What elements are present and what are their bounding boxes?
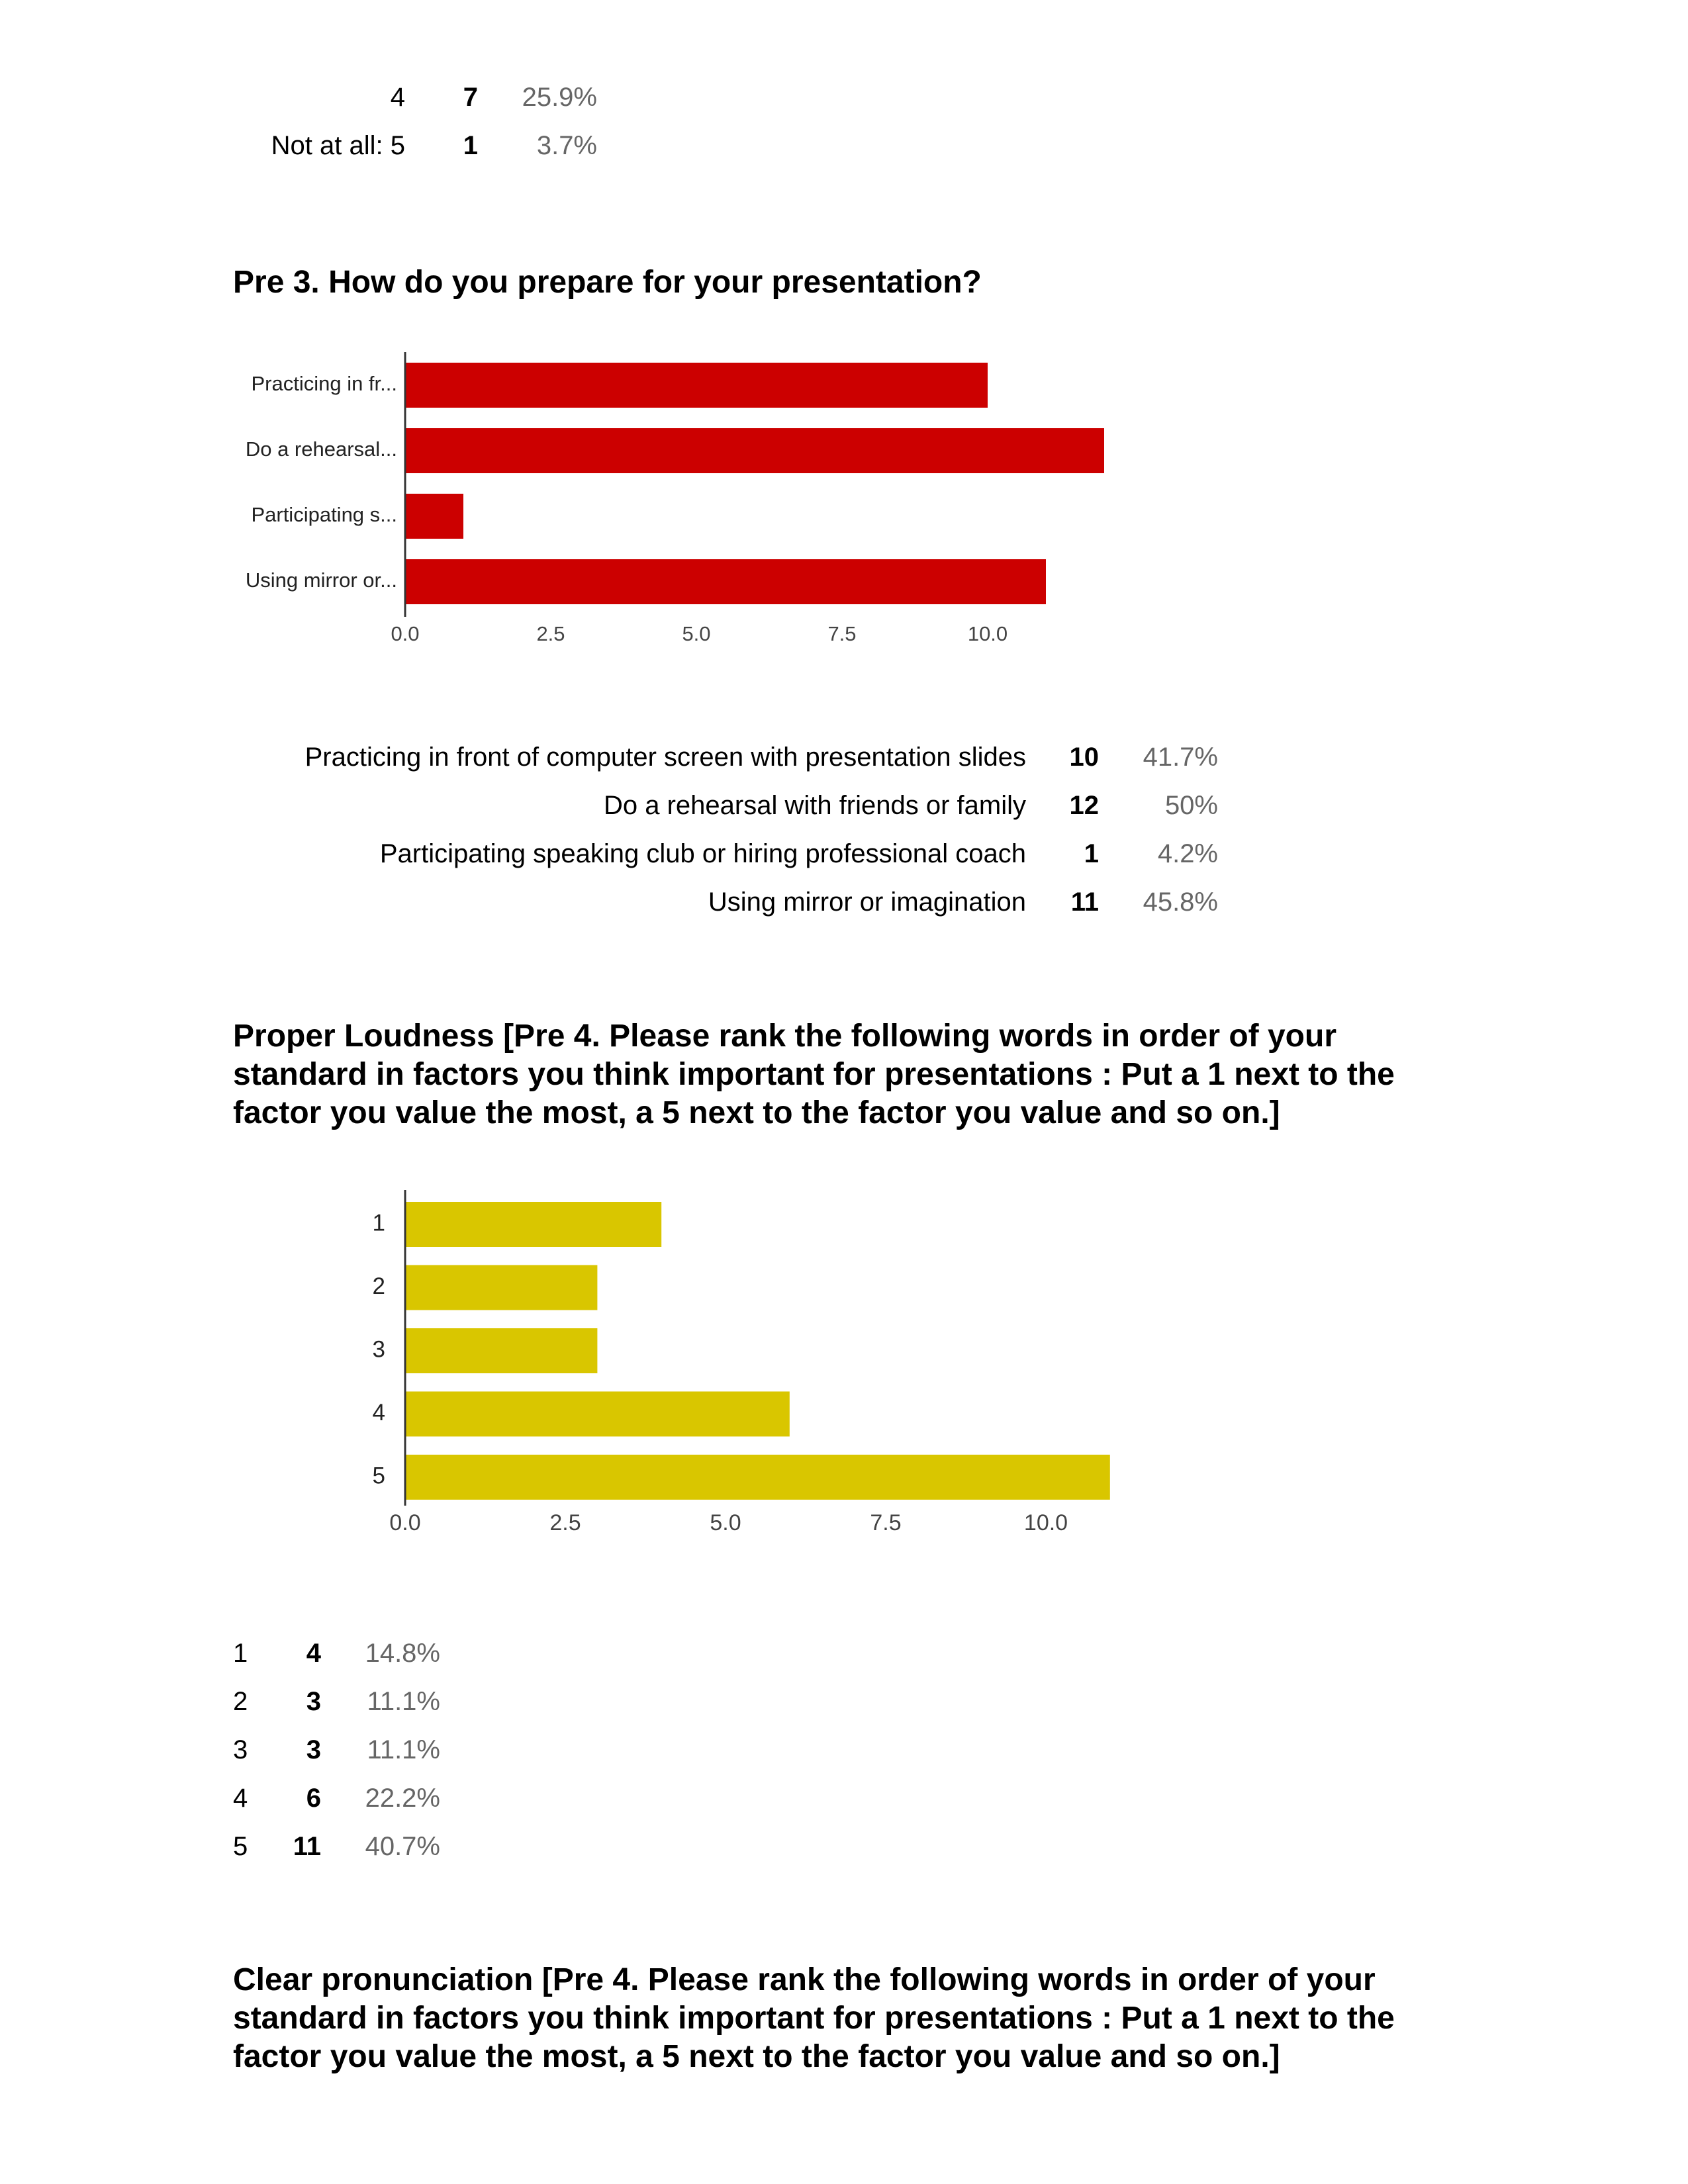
loudness-summary-label-2: 2 (233, 1687, 248, 1716)
loudness-summary-count-1: 4 (306, 1639, 321, 1668)
loudness-summary-label-5: 5 (233, 1832, 248, 1861)
pre3-summary-count-2: 12 (1069, 791, 1099, 820)
pre3-summary-label-4: Using mirror or imagination (708, 887, 1026, 917)
pre3-bar-chart (199, 344, 1192, 655)
pre3-summary-percent-3: 4.2% (1157, 839, 1218, 868)
chart2-category-label-4: 4 (372, 1399, 385, 1426)
chart2-x-tick-label-1: 0.0 (389, 1510, 421, 1535)
loudness-summary-percent-3: 11.1% (367, 1735, 440, 1764)
chart2-bar-1 (405, 1202, 661, 1247)
chart2-x-tick-label-3: 5.0 (710, 1510, 741, 1535)
pre3-summary-percent-4: 45.8% (1143, 887, 1218, 917)
loudness-summary-count-5: 11 (293, 1832, 321, 1861)
chart2-category-label-1: 1 (372, 1210, 385, 1236)
chart1-bar-4 (405, 559, 1046, 604)
pronunciation-heading-line-3: factor you value the most, a 5 next to the factor you value and so on.] (233, 2039, 1280, 2074)
loudness-heading (233, 1017, 1395, 1132)
loudness-summary-percent-4: 22.2% (365, 1784, 440, 1813)
loudness-summary-label-1: 1 (233, 1639, 248, 1668)
loudness-summary-count-2: 3 (306, 1687, 321, 1716)
loudness-summary-percent-2: 11.1% (367, 1687, 440, 1716)
chart1-category-label-3: Participating s... (251, 503, 397, 527)
loudness-summary-label-4: 4 (233, 1784, 248, 1813)
chart1-x-tick-label-1: 0.0 (391, 622, 420, 645)
chart2-bar-5 (405, 1455, 1110, 1500)
top-summary-percent-2: 3.7% (536, 131, 597, 160)
chart1-x-tick-label-3: 5.0 (682, 622, 711, 645)
chart1-bar-2 (405, 428, 1104, 473)
chart2-bar-4 (405, 1392, 790, 1437)
loudness-summary-count-4: 6 (306, 1784, 321, 1813)
chart2-category-label-3: 3 (372, 1336, 385, 1363)
chart2-bar-3 (405, 1328, 597, 1373)
pre3-summary-count-1: 10 (1069, 743, 1099, 772)
pronunciation-heading (233, 1961, 1395, 2076)
chart1-x-tick-label-4: 7.5 (827, 622, 857, 645)
chart1-x-tick-label-5: 10.0 (967, 622, 1008, 645)
pre3-summary-count-3: 1 (1084, 839, 1099, 868)
loudness-summary-label-3: 3 (233, 1735, 248, 1764)
top-summary-label-2: Not at all: 5 (271, 131, 405, 160)
chart1-category-label-1: Practicing in fr... (251, 372, 397, 396)
pre3-summary-label-1: Practicing in front of computer screen with presentation slides (305, 743, 1026, 772)
loudness-summary-percent-5: 40.7% (365, 1832, 440, 1861)
chart1-category-label-4: Using mirror or... (245, 569, 397, 592)
pre3-summary-count-4: 11 (1070, 887, 1099, 917)
chart2-x-tick-label-2: 2.5 (549, 1510, 581, 1535)
pre3-summary-label-3: Participating speaking club or hiring professional coach (379, 839, 1026, 868)
chart2-category-label-5: 5 (372, 1463, 385, 1489)
pre3-summary-label-2: Do a rehearsal with friends or family (603, 791, 1026, 820)
chart1-category-label-2: Do a rehearsal... (245, 437, 397, 461)
top-summary-label-1: 4 (390, 83, 405, 112)
pronunciation-heading-line-1: Clear pronunciation [Pre 4. Please rank the following words in order of your (233, 1962, 1376, 1997)
chart2-category-label-2: 2 (372, 1273, 385, 1299)
loudness-heading-line-1: Proper Loudness [Pre 4. Please rank the following words in order of your (233, 1019, 1336, 1054)
pre3-summary-percent-2: 50% (1164, 791, 1218, 820)
loudness-summary-count-3: 3 (306, 1735, 321, 1764)
loudness-heading-line-3: factor you value the most, a 5 next to the factor you value and so on.] (233, 1095, 1280, 1130)
chart1-bar-1 (405, 363, 988, 408)
pronunciation-heading-line-2: standard in factors you think important for presentations : Put a 1 next to the (233, 2001, 1395, 2036)
chart2-bar-2 (405, 1265, 597, 1310)
loudness-bar-chart (199, 1178, 1192, 1549)
chart1-x-tick-label-2: 2.5 (536, 622, 565, 645)
top-summary-count-2: 1 (463, 131, 478, 160)
loudness-summary-percent-1: 14.8% (365, 1639, 440, 1668)
loudness-heading-line-2: standard in factors you think important for presentations : Put a 1 next to the (233, 1057, 1395, 1092)
chart2-x-tick-label-4: 7.5 (870, 1510, 902, 1535)
chart2-x-tick-label-5: 10.0 (1023, 1510, 1068, 1535)
top-summary-count-1: 7 (463, 83, 478, 112)
top-summary-percent-1: 25.9% (522, 83, 597, 112)
pre3-summary-percent-1: 41.7% (1143, 743, 1218, 772)
pre3-heading: Pre 3. How do you prepare for your presentation? (233, 265, 982, 300)
chart1-bar-3 (405, 494, 463, 539)
